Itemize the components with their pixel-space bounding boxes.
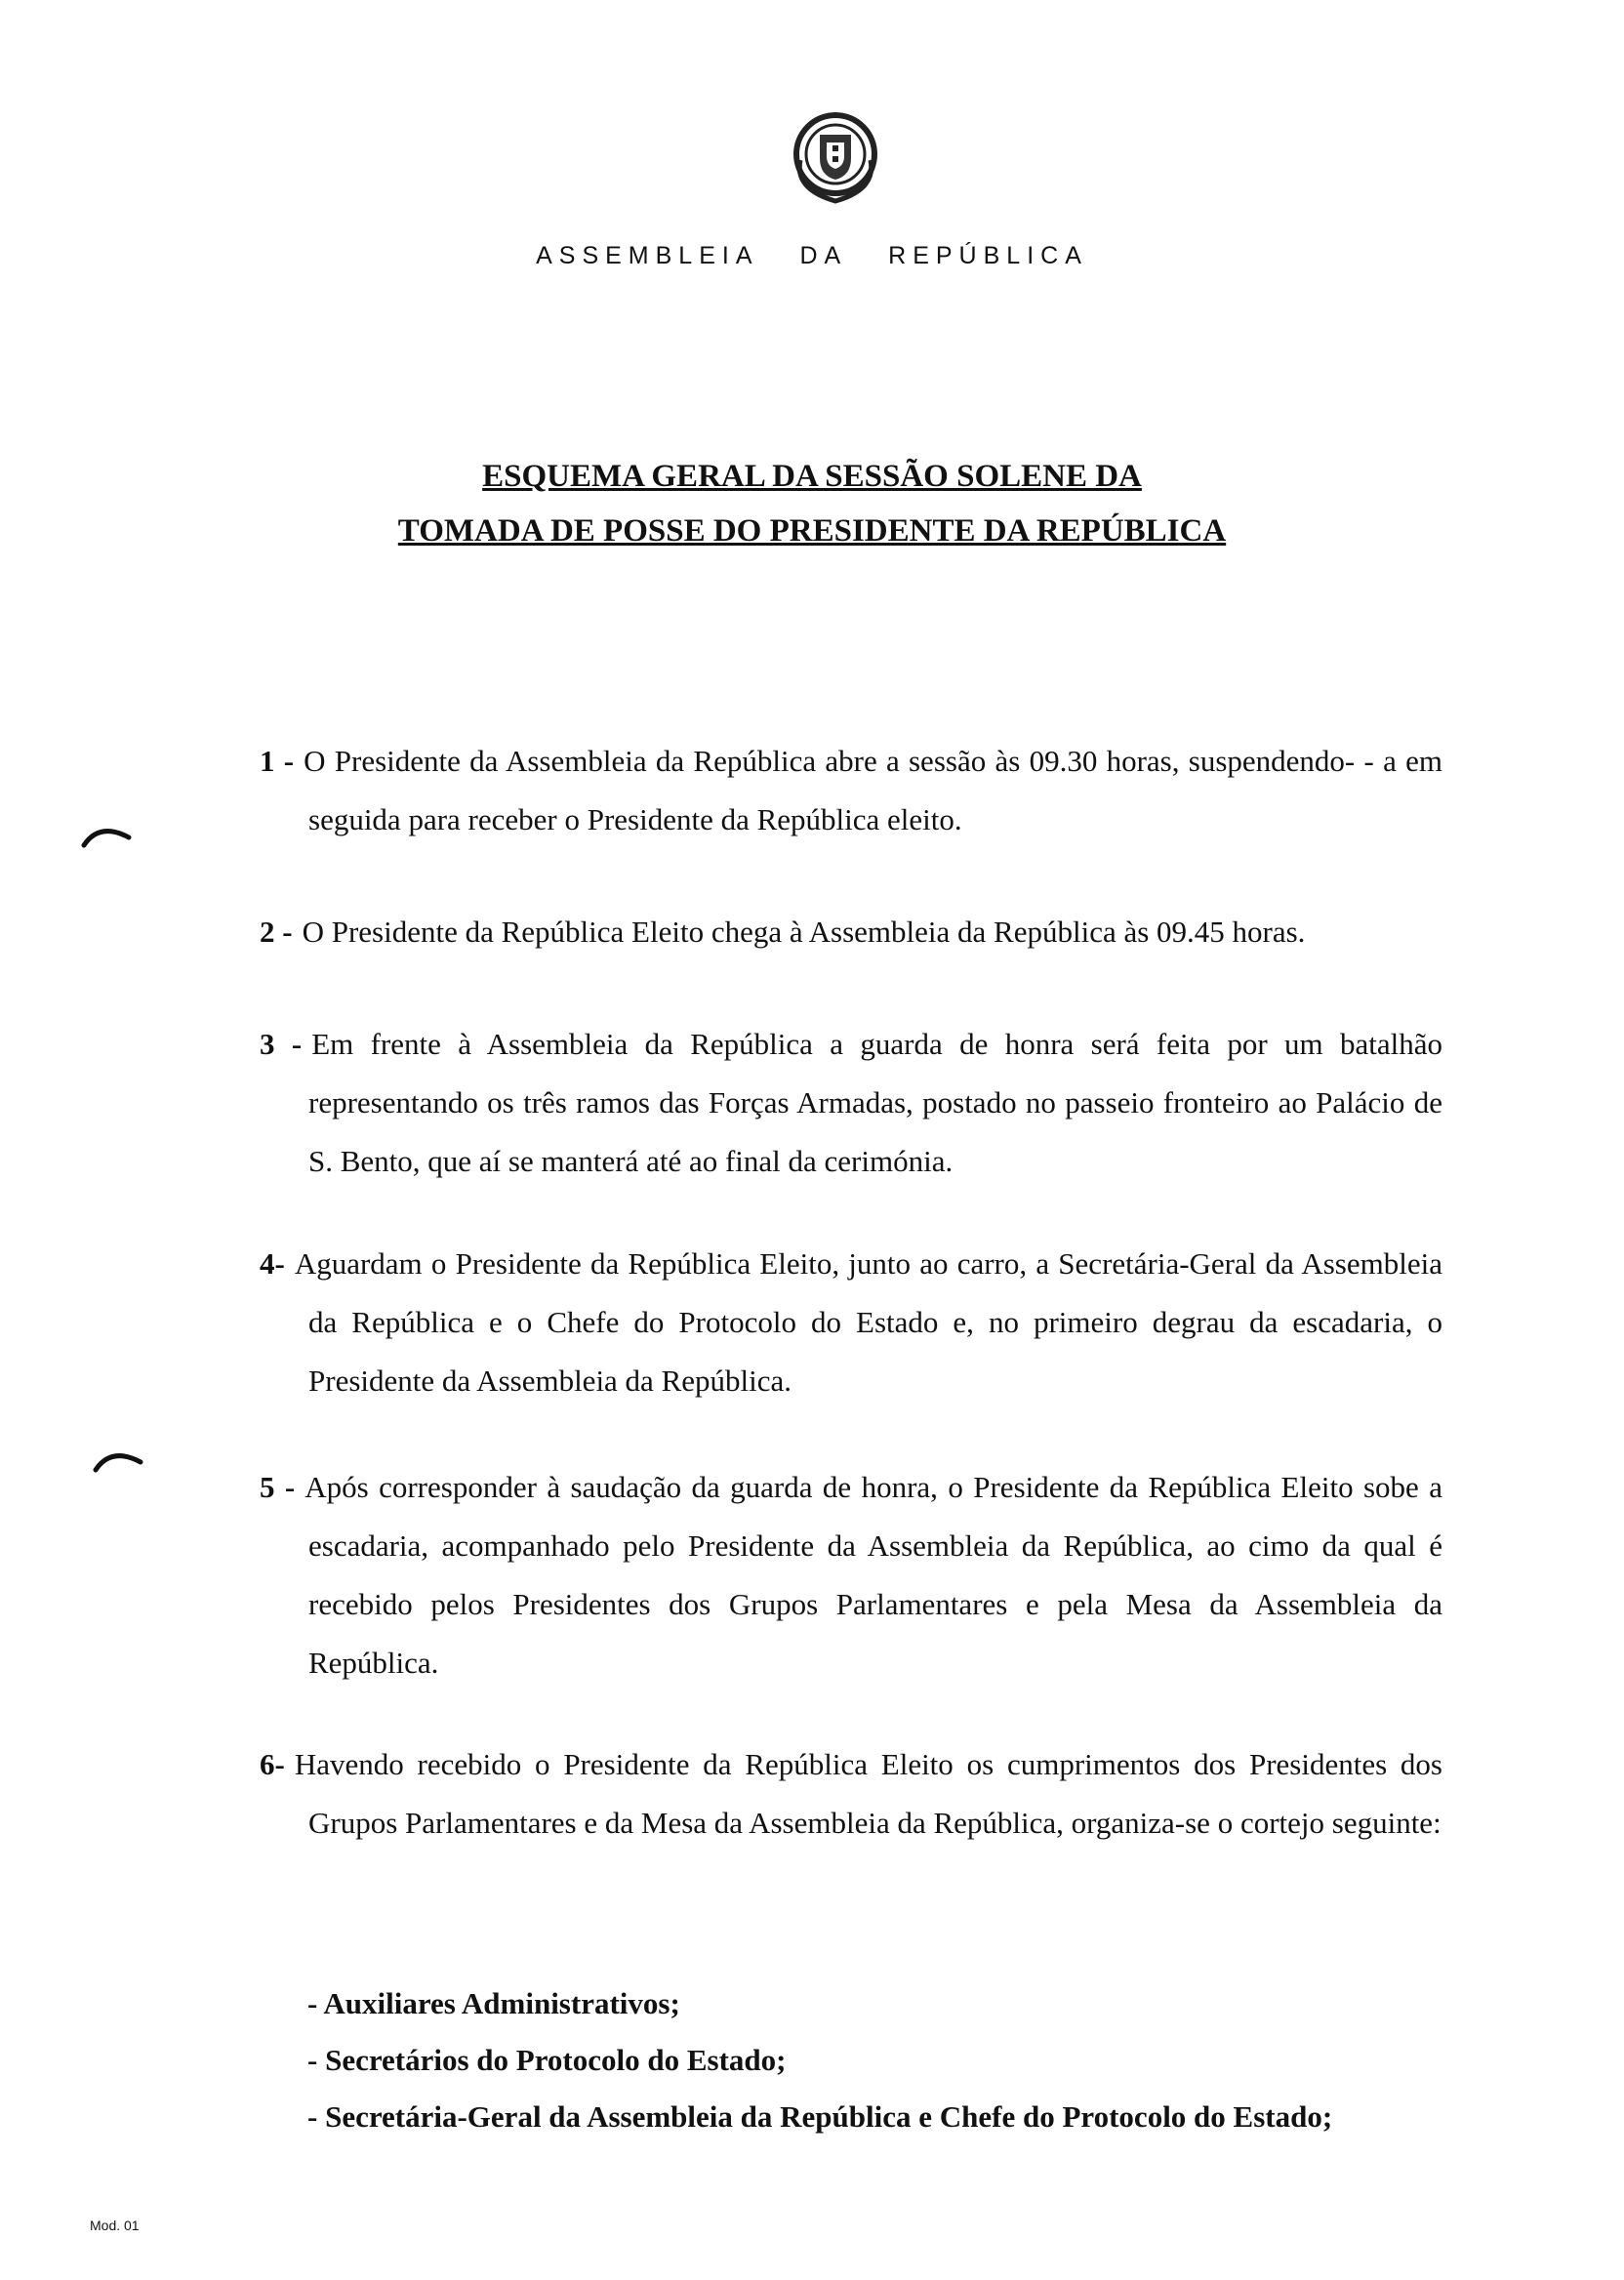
item-number: 6- bbox=[260, 1747, 285, 1781]
cortejo-item-2: - Secretários do Protocolo do Estado; bbox=[307, 2043, 787, 2077]
item-text: Após corresponder à saudação da guarda de honra, o Presidente da República Eleito sobe a escadaria, acompanhado pelo Presidente da Assembleia da República, ao cimo da qual é recebido pelos Presidentes dos Grupos Parlamentares e pela Mesa da Assembleia da República. bbox=[304, 1470, 1442, 1680]
coat-of-arms-emblem bbox=[781, 102, 890, 211]
item-number: 3 - bbox=[260, 1027, 303, 1061]
item-number: 2 - bbox=[260, 915, 293, 949]
item-number: 5 - bbox=[260, 1470, 296, 1504]
document-title-line-2: TOMADA DE POSSE DO PRESIDENTE DA REPÚBLICA bbox=[397, 513, 1227, 549]
list-item-5 bbox=[260, 1458, 1442, 1692]
hole-punch-mark-icon bbox=[90, 1445, 148, 1474]
item-text: Aguardam o Presidente da República Eleito, junto ao carro, a Secretária-Geral da Assembleia da República e o Chefe do Protocolo do Estado e, no primeiro degrau da escadaria, o Presidente da Assembleia da República. bbox=[294, 1246, 1442, 1398]
cortejo-list bbox=[307, 1975, 1479, 2145]
item-text: O Presidente da Assembleia da República abre a sessão às 09.30 horas, suspendendo- - a em seguida para receber o Presidente da República eleito. bbox=[304, 744, 1442, 836]
list-item-6 bbox=[260, 1735, 1442, 1852]
item-text: Em frente à Assembleia da República a guarda de honra será feita por um batalhão representando os três ramos das Forças Armadas, postado no passeio fronteiro ao Palácio de S. Bento, que aí se manterá até ao final da cerimónia. bbox=[308, 1027, 1442, 1178]
list-item-4 bbox=[260, 1235, 1442, 1410]
form-code: Mod. 01 bbox=[90, 2218, 140, 2233]
item-number: 4- bbox=[260, 1246, 285, 1281]
hole-punch-mark-icon bbox=[78, 820, 137, 849]
cortejo-item-3: - Secretária-Geral da Assembleia da República e Chefe do Protocolo do Estado; bbox=[307, 2099, 1333, 2134]
list-item-1 bbox=[260, 732, 1442, 849]
header-word-3: REPÚBLICA bbox=[888, 242, 1088, 269]
list-item-3 bbox=[260, 1015, 1442, 1191]
document-title-line-1: ESQUEMA GERAL DA SESSÃO SOLENE DA bbox=[482, 459, 1142, 494]
institution-header bbox=[0, 242, 1624, 270]
list-item-2 bbox=[260, 903, 1442, 961]
cortejo-item-1: - Auxiliares Administrativos; bbox=[307, 1986, 680, 2020]
header-word-2: DA bbox=[799, 242, 848, 269]
item-text: Havendo recebido o Presidente da República Eleito os cumprimentos dos Presidentes dos Grupos Parlamentares e da Mesa da Assembleia da República, organiza-se o cortejo seguinte: bbox=[294, 1747, 1442, 1840]
item-number: 1 - bbox=[260, 744, 295, 778]
item-text: O Presidente da República Eleito chega à Assembleia da República às 09.45 horas. bbox=[302, 915, 1306, 949]
header-word-1: ASSEMBLEIA bbox=[536, 242, 759, 269]
